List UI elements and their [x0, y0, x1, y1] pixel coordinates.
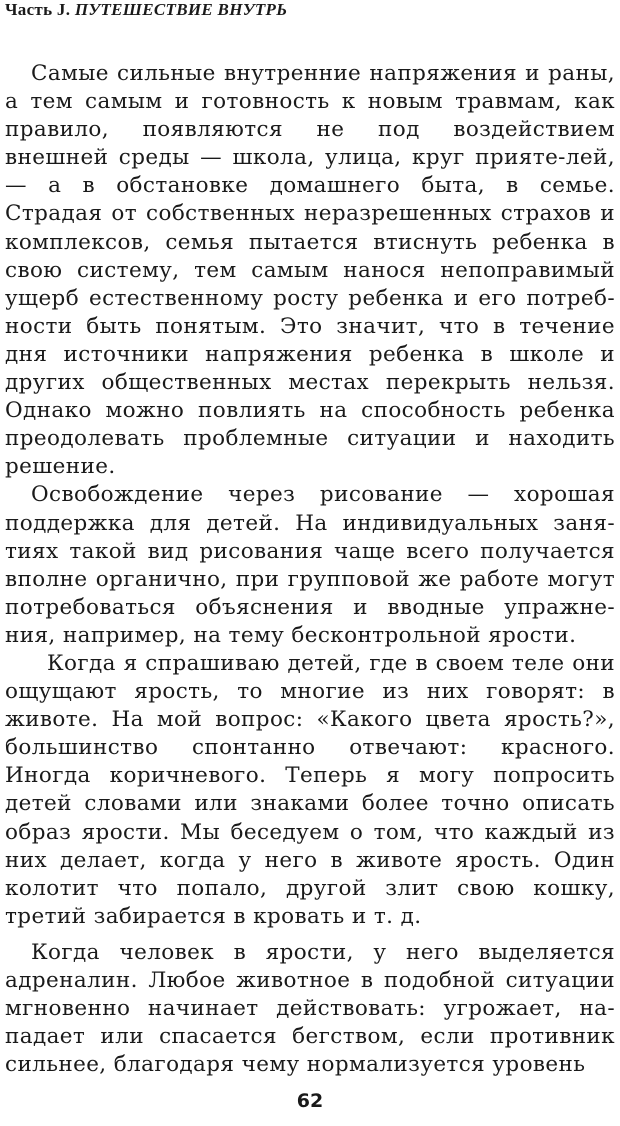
running-head [5, 0, 287, 20]
running-head-part: Часть J. [5, 0, 71, 19]
paragraph-3: Когда я спрашиваю детей, где в своем теле они ощущают ярость, то многие из них говорят: в животе. На мой вопрос: «Какого цвета ярость?», большинство спонтанно отвечают: красного. Иногда коричневого. Теперь я могу попросить детей словами или знаками более точно описать образ ярости. Мы беседуем о том, что каждый из них делает, когда у него в животе ярость. Один колотит что попало, другой злит свою кошку, третий забирается в кровать и т. д. [5, 650, 615, 929]
page-number: 62 [296, 1090, 324, 1112]
paragraph-4: Когда человек в ярости, у него выделяется адреналин. Любое животное в подобной ситуации мгновенно начинает действовать: угрожает, на-падает или спасается бегством, если противник сильнее, благодаря чему нормализуется уровень [5, 939, 615, 1078]
paragraph-2: Освобождение через рисование — хорошая поддержка для детей. На индивидуальных заня-тиях такой вид рисования чаще всего получается вполне органично, при групповой же работе могут потребоваться объяснения и вводные упражне-ния, например, на тему бесконтрольной ярости. [5, 482, 615, 648]
paragraph-1: Самые сильные внутренние напряжения и раны, а тем самым и готовность к новым травмам, как правило, появляются не под воздействием внешней среды — школа, улица, круг прияте-лей, — а в обстановке домашнего быта, в семье. Страдая от собственных неразрешенных страхов и комплексов, семья пытается втиснуть ребенка в свою систему, тем самым нанося непоправимый ущерб естественному росту ребенка и его потреб-ности быть понятым. Это значит, что в течение дня источники напряжения ребенка в школе и других общественных местах перекрыть нельзя. Однако можно повлиять на способность ребенка преодолевать проблемные ситуации и находить решение. [5, 61, 615, 480]
running-head-title: ПУТЕШЕСТВИЕ ВНУТРЬ [74, 0, 288, 19]
body-text [5, 60, 615, 1079]
